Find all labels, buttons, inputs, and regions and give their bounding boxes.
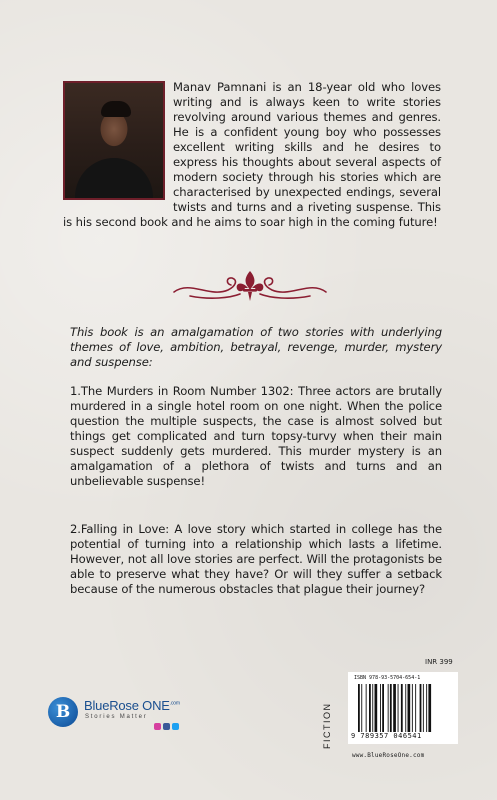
publisher-domain: .com [169, 700, 180, 707]
author-section [63, 80, 441, 230]
author-photo [63, 81, 165, 200]
author-photo-hair [101, 101, 131, 117]
price-label: INR 399 [425, 658, 453, 666]
barcode-bar [408, 684, 411, 732]
author-photo-shirt [75, 158, 153, 200]
blurb-intro: This book is an amalgamation of two stories with underlying themes of love, ambition, betrayal, revenge, murder, mystery and suspense: [70, 325, 442, 369]
barcode-bar [369, 684, 371, 732]
barcode-bar [426, 684, 427, 732]
facebook-icon [163, 723, 170, 730]
barcode-bar [375, 684, 378, 732]
isbn-barcode [348, 672, 458, 744]
barcode-bar [388, 684, 389, 732]
barcode-bar [382, 684, 384, 732]
barcode-bar [390, 684, 392, 732]
barcode-bar [372, 684, 373, 732]
barcode-bar [398, 684, 399, 732]
barcode-bar [412, 684, 413, 732]
barcode-bar [401, 684, 403, 732]
story-1-description: 1.The Murders in Room Number 1302: Three actors are brutally murdered in a single hotel room on one night. When the police question the multiple suspects, the case is almost solved but things get complicated and turn topsy-turvy when their main suspect suddenly gets murdered. This murder mystery is an amalgamation of a plethora of twists and turns and an unbelievable suspense! [70, 384, 442, 488]
barcode-bar [361, 684, 362, 732]
barcode-bar [380, 684, 381, 732]
twitter-icon [172, 723, 179, 730]
publisher-name-text: BlueRose ONE [84, 698, 170, 713]
barcode-bar [420, 684, 422, 732]
publisher-website: www.BlueRoseOne.com [352, 752, 425, 759]
barcode-bar [393, 684, 396, 732]
publisher-logo [48, 694, 208, 738]
fleur-de-lis-ornament-icon [170, 268, 330, 304]
barcode-bar [358, 684, 360, 732]
publisher-tagline: Stories Matter [85, 714, 148, 720]
barcode-bar [428, 684, 431, 732]
publisher-logo-icon: B [48, 697, 78, 727]
publisher-name [84, 698, 180, 713]
author-bio: Manav Pamnani is an 18-year old who loves writing and is always keen to write stories revolving around various themes and genres. He is a confident young boy who possesses excellent writing skills and he desires to express his thoughts about several aspects of modern society through his stories which are characterised by unexpected endings, several twists and turns and a riveting suspense. This is his second book and he aims to soar high in the coming future! [63, 80, 441, 229]
isbn-label: ISBN 978-93-5704-654-1 [354, 675, 421, 681]
social-icons [154, 723, 179, 732]
barcode-bar [423, 684, 424, 732]
story-2-description: 2.Falling in Love: A love story which started in college has the potential of turning into a relationship which lasts a lifetime. However, not all love stories are perfect. Will the protagonists be able to preserve what they have? Or will they suffer a setback because of the numerous obstacles that plague their journey? [70, 522, 442, 596]
instagram-icon [154, 723, 161, 730]
barcode-digits: 9 789357 046541 [351, 732, 422, 740]
barcode-bar [415, 684, 416, 732]
genre-label: FICTION [322, 702, 332, 750]
barcode-bar [366, 684, 367, 732]
barcode-bars [358, 684, 450, 732]
barcode-bar [405, 684, 406, 732]
